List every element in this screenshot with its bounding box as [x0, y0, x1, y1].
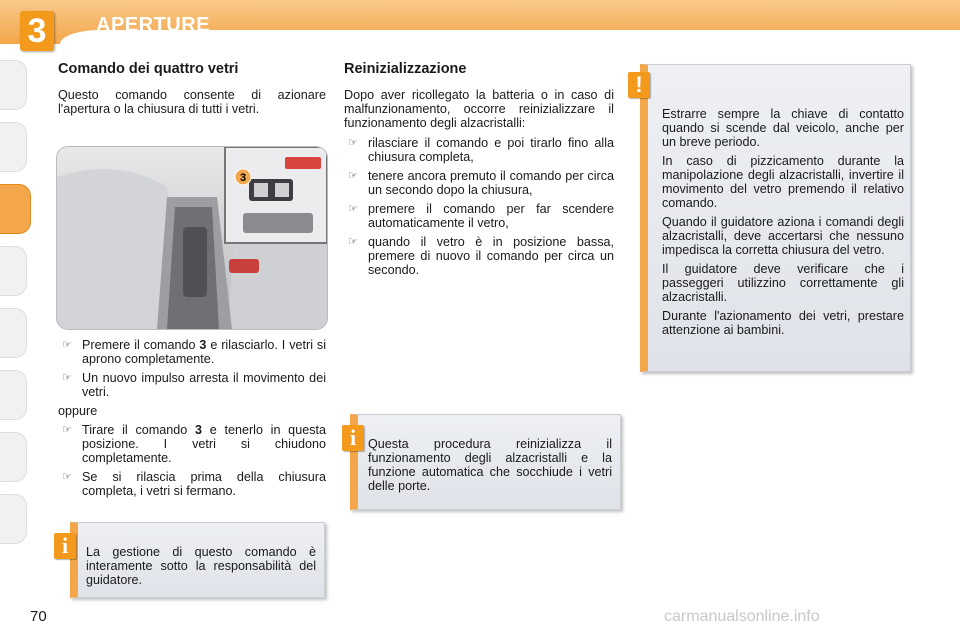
- pointing-hand-icon: ☞: [62, 339, 72, 351]
- warning-paragraph: In caso di pizzicamento durante la manipolazione degli alzacristalli, invertire il movimento del vetro premendo il relativo comando.: [662, 154, 904, 210]
- warning-paragraph: Quando il guidatore aziona i comandi degli alzacristalli, deve accertarsi che nessuno impedisca la corretta chiusura del vetro.: [662, 215, 904, 257]
- chapter-tab-6[interactable]: [0, 370, 27, 420]
- chapter-tab-3-active[interactable]: [0, 184, 31, 234]
- bullet-item: ☞ Tirare il comando 3 e tenerlo in questa posizione. I vetri si chiudono completamente.: [62, 423, 326, 465]
- section-heading-four-windows: Comando dei quattro vetri: [58, 61, 239, 77]
- window-switch-photo: [56, 146, 328, 330]
- left-intro: Questo comando consente di azionare l'apertura o la chiusura di tutti i vetri.: [58, 88, 326, 116]
- pointing-hand-icon: ☞: [348, 236, 358, 248]
- warning-note: [640, 64, 911, 372]
- left-column: [58, 62, 326, 122]
- bullet-item: ☞ Premere il comando 3 e rilasciarlo. I vetri si aprono completamente.: [62, 338, 326, 366]
- photo-illustration: [57, 147, 327, 329]
- middle-column: [344, 62, 614, 282]
- info-note-middle: [350, 414, 621, 510]
- chapter-tab-1[interactable]: [0, 60, 27, 110]
- warning-paragraph: Il guidatore deve verificare che i passeggeri utilizzino correttamente gli alzacristalli.: [662, 262, 904, 304]
- info-icon: i: [54, 533, 76, 559]
- section-heading-reinit: Reinizializzazione: [344, 61, 467, 77]
- left-instructions: [58, 338, 326, 503]
- pointing-hand-icon: ☞: [348, 137, 358, 149]
- middle-intro: Dopo aver ricollegato la batteria o in caso di malfunzionamento, occorre reinizializzare il funzionamento degli alzacristalli:: [344, 88, 614, 130]
- pointing-hand-icon: ☞: [62, 372, 72, 384]
- page-number: 70: [30, 608, 47, 625]
- bullet-item: ☞ tenere ancora premuto il comando per circa un secondo dopo la chiusura,: [348, 169, 614, 197]
- chapter-number-badge: 3: [20, 11, 54, 51]
- pointing-hand-icon: ☞: [62, 424, 72, 436]
- warning-icon: !: [628, 72, 650, 98]
- pointing-hand-icon: ☞: [62, 471, 72, 483]
- pointing-hand-icon: ☞: [348, 203, 358, 215]
- bullet-item: ☞ rilasciare il comando e poi tirarlo fino alla chiusura completa,: [348, 136, 614, 164]
- watermark: carmanualsonline.info: [664, 608, 820, 625]
- warning-note-body: [662, 107, 904, 337]
- chapter-tab-8[interactable]: [0, 494, 27, 544]
- chapter-tab-4[interactable]: [0, 246, 27, 296]
- bullet-item: ☞ premere il comando per far scendere automaticamente il vetro,: [348, 202, 614, 230]
- warning-paragraph: Estrarre sempre la chiave di contatto quando si scende dal veicolo, anche per un breve periodo.: [662, 107, 904, 149]
- bullet-item: ☞ Un nuovo impulso arresta il movimento dei vetri.: [62, 371, 326, 399]
- oppure-label: oppure: [58, 404, 98, 418]
- info-note-middle-text: Questa procedura reinizializza il funzionamento degli alzacristalli e la funzione automatica che socchiude i vetri delle porte.: [368, 437, 612, 493]
- chapter-title: APERTURE: [96, 14, 211, 36]
- chapter-tab-7[interactable]: [0, 432, 27, 482]
- warning-paragraph: Durante l'azionamento dei vetri, prestare attenzione ai bambini.: [662, 309, 904, 337]
- info-icon: i: [342, 425, 364, 451]
- chapter-tab-5[interactable]: [0, 308, 27, 358]
- bullet-item: ☞ quando il vetro è in posizione bassa, premere di nuovo il comando per circa un secondo.: [348, 235, 614, 277]
- info-note-left: [70, 522, 325, 598]
- chapter-tab-2[interactable]: [0, 122, 27, 172]
- pointing-hand-icon: ☞: [348, 170, 358, 182]
- info-note-left-text: La gestione di questo comando è interamente sotto la responsabilità del guidatore.: [86, 545, 316, 587]
- photo-callout-3: 3: [239, 172, 247, 184]
- bullet-item: ☞ Se si rilascia prima della chiusura completa, i vetri si fermano.: [62, 470, 326, 498]
